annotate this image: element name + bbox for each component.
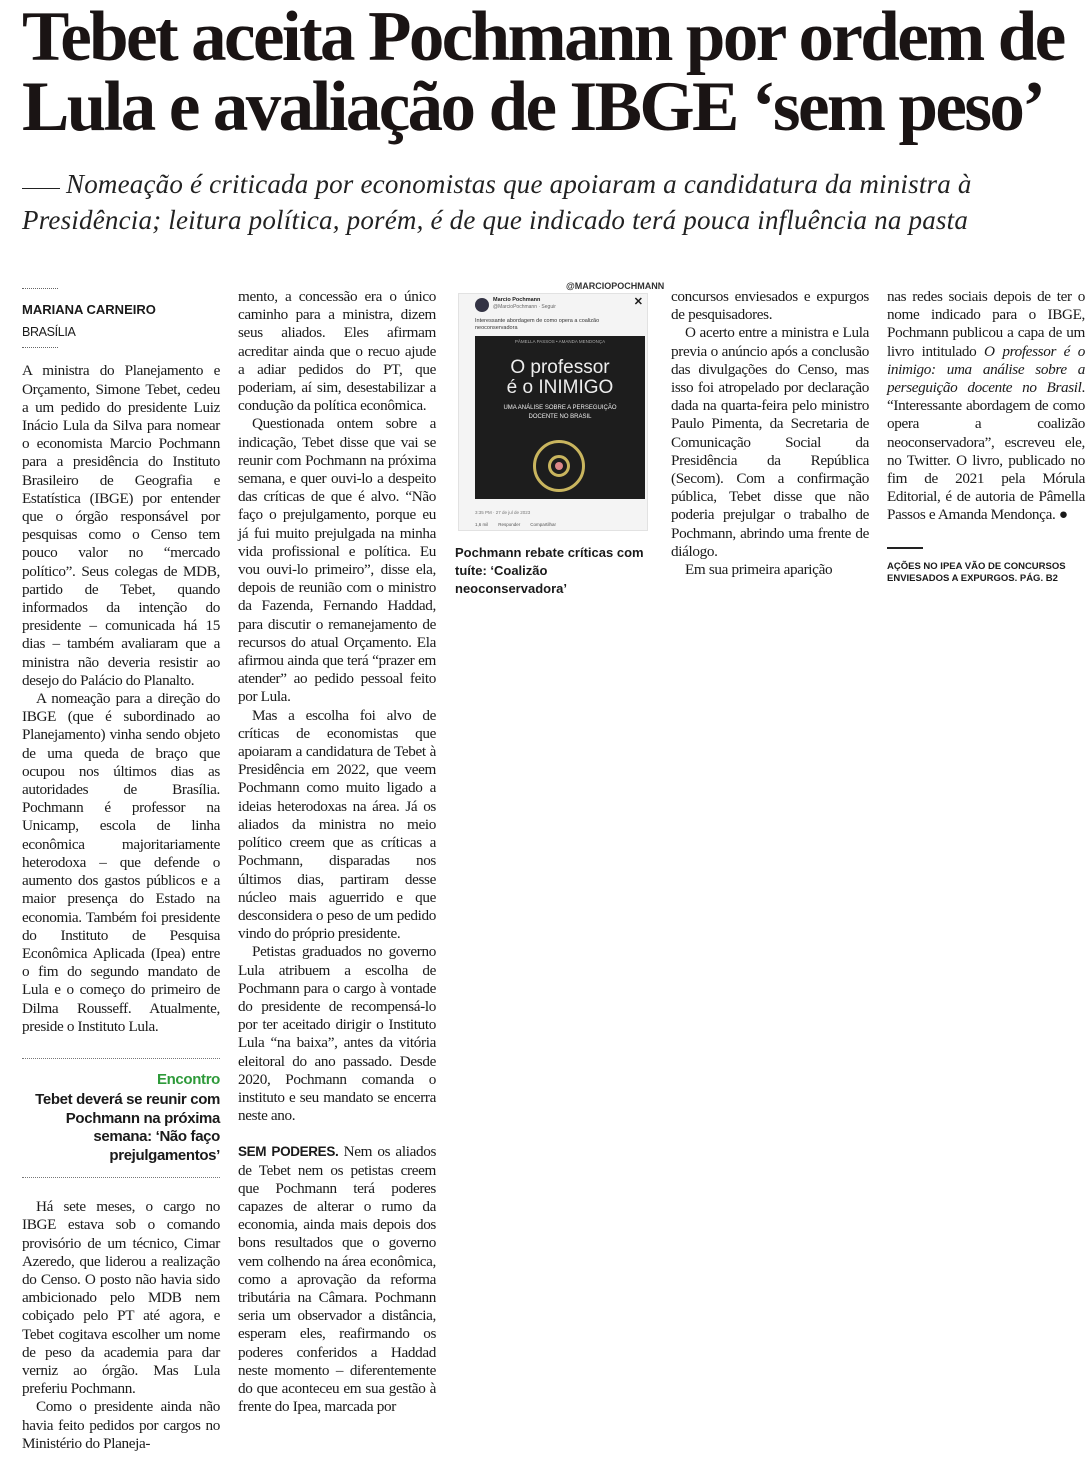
share-label: Compartilhar [530,522,557,527]
tweet-actions [475,522,556,527]
paragraph: A nomeação para a direção do IBGE (que é subordinado ao Planejamento) vinha sendo objeto de uma queda de braço que ocupou nos últimos dias as autoridades de Brasília. Pochmann é professor na Unicamp, escola de linha econômica majoritariamente heterodoxa – que defende o aumento dos gastos públicos e a maior presença do Estado na economia. Também foi presidente do Instituto de Pesquisa Econômica Aplicada (Ipea) entre o fim do segundo mandato de Lula e o começo do primeiro de Dilma Rousseff. Atualmente, preside o Instituto Lula. [22,690,220,1035]
text: . “Interessante abordagem de como opera a coalizão neoconservadora”, escreveu ele, no Twitter. O livro, publicado no fim de 2021 pela Mórula Editorial, é de autoria de Pâmella Passos e Amanda Mendonça. ● [887,379,1085,524]
tweet-text: Interessante abordagem de como opera a coalizão neoconservadora [475,318,600,331]
target-icon [533,440,585,492]
pull-quote [22,1058,220,1178]
column-2 [238,288,436,1416]
related-link[interactable]: AÇÕES NO IPEA VÃO DE CONCURSOS ENVIESADOS A EXPURGOS. PÁG. B2 [887,560,1066,584]
book-title: O professor é o inimigo: uma análise sobre a perseguição docente no Brasil [887,342,1086,397]
subheadline-text: Nomeação é criticada por economistas que apoiaram a candidatura da ministra à Presidência; leitura política, porém, é de que indicado terá pouca influência na pasta [22,169,972,235]
photo-credit: @MARCIOPOCHMANN [566,281,665,291]
book-cover [475,336,645,499]
book-title-2: é o INIMIGO [506,377,614,398]
paragraph [887,288,1085,525]
tweet-handle: @MarcioPochmann · Seguir [493,304,556,310]
section-lead: SEM PODERES. [238,1144,339,1160]
photo-caption: Pochmann rebate críticas com tuíte: ‘Coalizão neoconservadora’ [455,545,644,596]
column-4 [671,288,869,579]
pull-quote-text: Tebet deverá se reunir com Pochmann na próxima semana: ‘Não faço prejulgamentos’ [35,1091,220,1164]
paragraph: Questionada ontem sobre a indicação, Tebet disse que vai se reunir com Pochmann na próxima semana, e quer ouvi-lo a despeito das críticas de que é alvo. “Não faço o prejulgamento, porque eu já fui muito prejulgada na minha vida profissional e política. Eu vou ouvi-lo primeiro”, disse ela, depois de reunião com o ministro da Fazenda, Fernando Haddad, para discutir o remanejamento de recursos do atual Orçamento. Ela afirmou ainda que terá “prazer em atender” ao pedido pessoal feito por Lula. [238,415,436,706]
divider [22,288,58,289]
paragraph: Petistas graduados no governo Lula atribuem a escolha de Pochmann para o cargo à vontade do presidente de recompensá-lo por ter aceitado dirigir o Instituto Lula “na baixa”, antes da vitória eleitoral do ano passado. Desde 2020, Pochmann comanda o instituto e seu mandato se encerra neste ano. [238,943,436,1125]
tweet-name: Marcio Pochmann [493,297,541,303]
byline-author: MARIANA CARNEIRO [22,302,156,317]
tweet-time: 3:35 PM · 27 de jul de 2023 [475,510,531,515]
byline-city: BRASÍLIA [22,325,76,340]
tweet-image [458,293,648,531]
paragraph: O acerto entre a ministra e Lula previa o anúncio após a conclusão das divulgações do Censo, mas isso foi atropelado por declaração dada na quarta-feira pelo ministro Paulo Pimenta, da Secretaria de Comunicação Social da Presidência da República (Secom). Com a confirmação pública, Tebet disse que não poderia prejulgar o trabalho de Pochmann, abrindo uma frente de diálogo. [671,324,869,560]
column-1 [22,288,220,1453]
divider [22,347,58,348]
pull-quote-kicker: Encontro [156,1070,220,1088]
divider [887,547,923,549]
close-icon: ✕ [633,296,643,308]
avatar [475,298,489,312]
text: nas redes sociais depois de ter o nome indicado para o IBGE, Pochmann publicou a capa de um livro intitulado [887,288,1085,360]
headline: Tebet aceita Pochmann por ordem de Lula e avaliação de IBGE ‘sem peso’ [22,0,1064,146]
paragraph: Mas a escolha foi alvo de críticas de economistas que apoiaram a candidatura de Tebet à Presidência em 2022, que veem Pochmann como muito ligado a ideias heterodoxas na área. Já os aliados da ministra no meio político creem que as críticas a Pochmann, disparadas nos últimos dias, partiram desse núcleo mais aguerrido e que desconsidera o peso de um pedido vindo do próprio presidente. [238,706,436,943]
book-title-1: O professor [510,357,610,378]
subheadline [22,166,1088,238]
reply-label: Responder [498,522,521,527]
likes-count: 1,6 mil [475,522,489,527]
section-text: Nem os aliados de Tebet nem os petistas creem que Pochmann terá poderes capazes de alterar o rumo da economia, ainda mais depois dos bons resultados que o governo vem colhendo na área econômica, como a aprovação da reforma tributária na Câmara. Pochmann seria um observador a distância, esperam eles, reafirmando os poderes conferidos a Haddad neste momento – diferentemente do que aconteceu em sua gestão à frente do Ipea, marcada por [238,1143,437,1416]
paragraph [238,1143,436,1416]
paragraph: mento, a concessão era o único caminho para a ministra, dizem seus aliados. Eles afirmam acreditar ainda que o recuo ajude a adiar pedidos do PT, que poderiam, aí sim, desestabilizar a condução da política econômica. [238,288,436,415]
paragraph: Em sua primeira aparição [685,561,833,579]
paragraph: concursos enviesados e expurgos de pesquisadores. [671,288,869,324]
book-subtitle: UMA ANÁLISE SOBRE A PERSEGUIÇÃO DOCENTE NO BRASIL [503,405,617,420]
dash-rule [22,188,60,189]
column-5 [887,288,1085,585]
paragraph: Há sete meses, o cargo no IBGE estava sob o comando provisório de um técnico, Cimar Azeredo, que liderou a realização do Censo. O posto não havia sido ambicionado pelo MDB nem cobiçado pelo PT até agora, e Tebet cogitava escolher um nome de peso da academia para dar verniz ao órgão. Mas Lula preferiu Pochmann. [22,1198,220,1398]
paragraph: A ministra do Planejamento e Orçamento, Simone Tebet, cedeu a um pedido do presidente Luiz Inácio Lula da Silva para nomear o economista Marcio Pochmann para a presidência do Instituto Brasileiro de Geografia e Estatística (IBGE) por entender que o órgão responsável por pesquisas como o Censo tem pouco valor no “mercado político”. Seus colegas de MDB, partido de Tebet, quando informados da intenção do presidente – comunicada há 15 dias – também avaliaram que a ministra não deveria resistir ao desejo do Palácio do Planalto. [22,362,220,689]
book-authors: PÂMELLA PASSOS • AMANDA MENDONÇA [514,339,606,344]
paragraph: Como o presidente ainda não havia feito pedidos por cargos no Ministério do Planeja- [22,1398,220,1452]
